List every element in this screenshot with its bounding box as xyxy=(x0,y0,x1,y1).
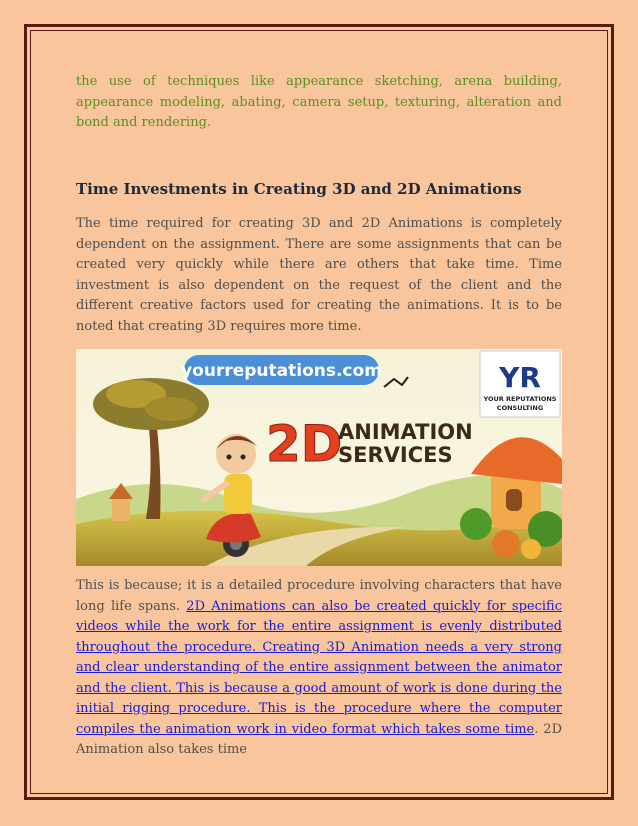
yr-logo xyxy=(480,351,560,417)
banner-line2: SERVICES xyxy=(338,443,453,467)
document-body xyxy=(76,72,562,757)
svg-text:yourreputations.com: yourreputations.com xyxy=(181,361,382,381)
banner-2d-text: 2D xyxy=(266,415,343,473)
section-heading: Time Investments in Creating 3D and 2D Animations xyxy=(76,180,522,198)
paragraph-text-before-link: This is because; it is a detailed procedure involving characters that have long life spans. xyxy=(76,578,562,614)
svg-text:CONSULTING: CONSULTING xyxy=(496,404,544,412)
paragraph-text-after-link: . 2D Animation also takes time xyxy=(76,721,562,757)
detailed-procedure-paragraph xyxy=(76,576,562,761)
svg-text:YOUR REPUTATIONS: YOUR REPUTATIONS xyxy=(483,395,557,403)
intro-paragraph: the use of techniques like appearance sketching, arena building, appearance modeling, abating, camera setup, texturing, alteration and bond and rendering. xyxy=(76,74,562,130)
animation-details-link[interactable]: 2D Animations can also be created quickly for specific videos while the work for the entire assignment is evenly distributed throughout the procedure. Creating 3D Animation needs a very strong and clear understanding of the entire assignment between the animator and the client. This is because a good amount of work is done during the initial rigging procedure. This is the procedure where the computer compiles the animation work in video format which takes some time xyxy=(76,598,562,737)
svg-text:YR: YR xyxy=(499,361,541,394)
time-investment-paragraph: The time required for creating 3D and 2D Animations is completely dependent on the assignment. There are some assignments that can be created very quickly while there are others that take time. Time investment is also dependent on the request of the client and the different creative factors used for creating the animations. It is to be noted that creating 3D requires more time. xyxy=(76,216,562,334)
site-url-ribbon xyxy=(181,355,382,385)
animation-services-banner xyxy=(76,349,562,566)
banner-line1: ANIMATION xyxy=(338,420,473,444)
